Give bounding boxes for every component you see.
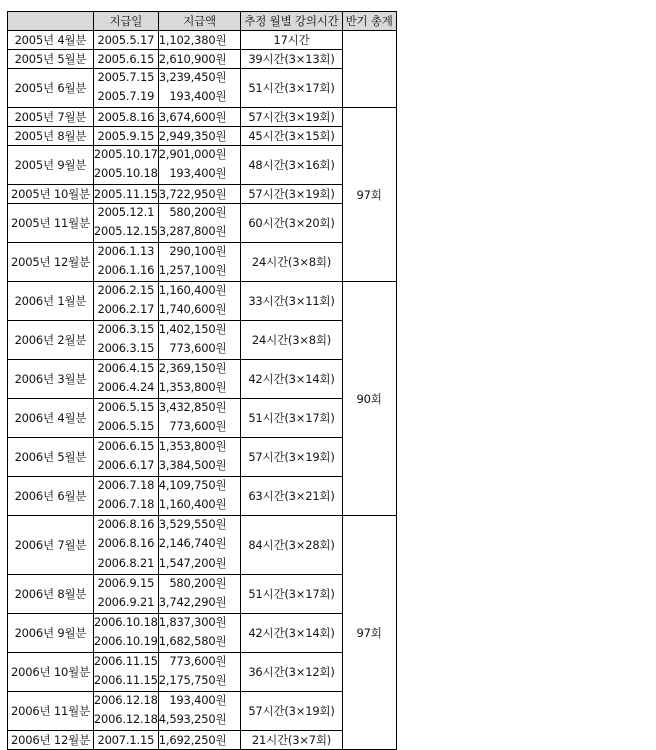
pay-date-cell xyxy=(93,399,158,438)
pay-amount: 773,600원 xyxy=(169,341,227,355)
pay-amount-cell xyxy=(158,477,241,516)
pay-amount: 1,353,800원 xyxy=(158,380,227,394)
table-row xyxy=(8,438,397,477)
pay-date-cell xyxy=(93,653,158,692)
pay-amount: 773,600원 xyxy=(169,419,227,433)
table-header xyxy=(8,12,397,31)
half-year-total-cell: 97회 xyxy=(342,516,396,750)
pay-date: 2006.2.15 xyxy=(97,283,155,297)
pay-date: 2006.8.16 xyxy=(97,536,155,550)
pay-amount: 1,257,100원 xyxy=(158,263,227,277)
pay-date: 2005.9.15 xyxy=(97,129,155,143)
pay-amount: 580,200원 xyxy=(169,205,227,219)
pay-amount-cell xyxy=(158,321,241,360)
table-row xyxy=(8,50,397,69)
pay-amount-cell xyxy=(158,692,241,731)
lecture-hours-cell: 48시간(3×16회) xyxy=(241,146,342,185)
pay-amount: 1,402,150원 xyxy=(158,322,227,336)
pay-date-cell xyxy=(93,243,158,282)
lecture-hours-cell: 84시간(3×28회) xyxy=(241,516,342,575)
period-cell: 2006년 7월분 xyxy=(8,516,94,575)
pay-date: 2006.2.17 xyxy=(97,302,155,316)
pay-amount: 2,901,000원 xyxy=(158,147,227,161)
pay-amount-cell xyxy=(158,69,241,108)
pay-amount: 193,400원 xyxy=(169,89,227,103)
period-cell: 2005년 4월분 xyxy=(8,31,94,50)
pay-date-cell xyxy=(93,146,158,185)
pay-date: 2006.7.18 xyxy=(97,478,155,492)
pay-date: 2005.10.17 xyxy=(93,147,158,161)
table-row xyxy=(8,399,397,438)
pay-amount: 1,160,400원 xyxy=(158,283,227,297)
pay-amount-cell xyxy=(158,399,241,438)
pay-amount: 1,740,600원 xyxy=(158,302,227,316)
period-cell: 2006년 3월분 xyxy=(8,360,94,399)
pay-amount: 3,742,290원 xyxy=(158,595,227,609)
pay-amount: 193,400원 xyxy=(169,166,227,180)
pay-amount: 2,369,150원 xyxy=(158,361,227,375)
period-cell: 2005년 7월분 xyxy=(8,108,94,127)
pay-date-cell xyxy=(93,731,158,750)
pay-amount: 4,593,250원 xyxy=(158,712,227,726)
pay-amount-cell xyxy=(158,127,241,146)
pay-amount: 773,600원 xyxy=(169,654,227,668)
pay-date: 2006.1.16 xyxy=(97,263,155,277)
period-cell: 2006년 10월분 xyxy=(8,653,94,692)
period-cell: 2005년 12월분 xyxy=(8,243,94,282)
pay-date: 2006.8.21 xyxy=(97,556,155,570)
pay-amount-cell xyxy=(158,360,241,399)
header-pay-amount: 지급액 xyxy=(158,12,241,31)
lecture-hours-cell: 51시간(3×17회) xyxy=(241,69,342,108)
period-cell: 2006년 1월분 xyxy=(8,282,94,321)
pay-amount-cell xyxy=(158,146,241,185)
pay-date: 2006.1.13 xyxy=(97,244,155,258)
pay-amount: 1,353,800원 xyxy=(158,439,227,453)
pay-date: 2007.1.15 xyxy=(97,733,155,747)
period-cell: 2005년 8월분 xyxy=(8,127,94,146)
table-row xyxy=(8,204,397,243)
table-row xyxy=(8,477,397,516)
pay-amount-cell xyxy=(158,575,241,614)
pay-amount: 1,692,250원 xyxy=(158,733,227,747)
pay-amount: 3,432,850원 xyxy=(158,400,227,414)
pay-date: 2006.3.15 xyxy=(97,322,155,336)
pay-amount-cell xyxy=(158,243,241,282)
header-half-year-total: 반기 총계 xyxy=(342,12,396,31)
half-year-total-cell: 97회 xyxy=(342,108,396,282)
half-year-total-cell xyxy=(342,31,396,108)
pay-date: 2006.11.15 xyxy=(93,673,158,687)
pay-date: 2006.6.17 xyxy=(97,458,155,472)
header-row xyxy=(8,12,397,31)
lecture-hours-cell: 33시간(3×11회) xyxy=(241,282,342,321)
pay-date-cell xyxy=(93,204,158,243)
period-cell: 2006년 4월분 xyxy=(8,399,94,438)
lecture-hours-cell: 57시간(3×19회) xyxy=(241,692,342,731)
lecture-hours-cell: 57시간(3×19회) xyxy=(241,185,342,204)
pay-amount-cell xyxy=(158,438,241,477)
pay-date-cell xyxy=(93,321,158,360)
payment-table xyxy=(7,11,397,750)
pay-amount-cell xyxy=(158,31,241,50)
pay-date-cell xyxy=(93,185,158,204)
pay-amount: 1,102,380원 xyxy=(158,33,227,47)
header-lecture-hours: 추정 월별 강의시간 xyxy=(241,12,342,31)
pay-date: 2005.10.18 xyxy=(93,166,158,180)
pay-date: 2006.10.19 xyxy=(93,634,158,648)
pay-amount: 580,200원 xyxy=(169,576,227,590)
pay-date: 2006.4.15 xyxy=(97,361,155,375)
pay-amount: 1,837,300원 xyxy=(158,615,227,629)
period-cell: 2006년 6월분 xyxy=(8,477,94,516)
pay-amount: 2,146,740원 xyxy=(158,536,227,550)
lecture-hours-cell: 57시간(3×19회) xyxy=(241,108,342,127)
pay-amount-cell xyxy=(158,516,241,575)
pay-date: 2005.7.19 xyxy=(97,89,155,103)
lecture-hours-cell: 45시간(3×15회) xyxy=(241,127,342,146)
pay-date: 2006.9.21 xyxy=(97,595,155,609)
pay-amount: 3,384,500원 xyxy=(158,458,227,472)
table-row xyxy=(8,69,397,108)
table-row xyxy=(8,185,397,204)
pay-amount: 3,529,550원 xyxy=(158,517,227,531)
pay-date: 2005.7.15 xyxy=(97,70,155,84)
pay-amount-cell xyxy=(158,204,241,243)
pay-date-cell xyxy=(93,614,158,653)
period-cell: 2005년 5월분 xyxy=(8,50,94,69)
pay-amount-cell xyxy=(158,185,241,204)
pay-amount-cell xyxy=(158,614,241,653)
lecture-hours-cell: 39시간(3×13회) xyxy=(241,50,342,69)
pay-amount: 3,674,600원 xyxy=(158,110,227,124)
lecture-hours-cell: 36시간(3×12회) xyxy=(241,653,342,692)
pay-date: 2006.11.15 xyxy=(93,654,158,668)
lecture-hours-cell: 24시간(3×8회) xyxy=(241,321,342,360)
pay-date-cell xyxy=(93,69,158,108)
lecture-hours-cell: 42시간(3×14회) xyxy=(241,360,342,399)
pay-amount: 3,239,450원 xyxy=(158,70,227,84)
pay-amount: 2,949,350원 xyxy=(158,129,227,143)
table-row xyxy=(8,146,397,185)
pay-date-cell xyxy=(93,127,158,146)
table-row xyxy=(8,321,397,360)
pay-date-cell xyxy=(93,477,158,516)
lecture-hours-cell: 17시간 xyxy=(241,31,342,50)
pay-amount-cell xyxy=(158,108,241,127)
pay-date: 2006.8.16 xyxy=(97,517,155,531)
table-row xyxy=(8,614,397,653)
header-pay-date: 지급일 xyxy=(93,12,158,31)
table-row xyxy=(8,575,397,614)
pay-amount: 3,287,800원 xyxy=(158,224,227,238)
pay-date: 2005.8.16 xyxy=(97,110,155,124)
pay-date-cell xyxy=(93,31,158,50)
period-cell: 2005년 10월분 xyxy=(8,185,94,204)
pay-date-cell xyxy=(93,438,158,477)
pay-date: 2006.3.15 xyxy=(97,341,155,355)
table-row xyxy=(8,516,397,575)
period-cell: 2006년 2월분 xyxy=(8,321,94,360)
table-body xyxy=(8,31,397,750)
pay-amount: 193,400원 xyxy=(169,693,227,707)
period-cell: 2006년 9월분 xyxy=(8,614,94,653)
table-row xyxy=(8,282,397,321)
lecture-hours-cell: 42시간(3×14회) xyxy=(241,614,342,653)
period-cell: 2006년 12월분 xyxy=(8,731,94,750)
pay-amount-cell xyxy=(158,50,241,69)
pay-date-cell xyxy=(93,360,158,399)
pay-date: 2006.12.18 xyxy=(93,693,158,707)
pay-amount: 4,109,750원 xyxy=(158,478,227,492)
lecture-hours-cell: 24시간(3×8회) xyxy=(241,243,342,282)
pay-amount-cell xyxy=(158,653,241,692)
half-year-total-cell: 90회 xyxy=(342,282,396,516)
table-row xyxy=(8,653,397,692)
pay-date-cell xyxy=(93,575,158,614)
period-cell: 2005년 11월분 xyxy=(8,204,94,243)
period-cell: 2006년 11월분 xyxy=(8,692,94,731)
pay-date-cell xyxy=(93,108,158,127)
pay-date-cell xyxy=(93,50,158,69)
pay-date: 2006.6.15 xyxy=(97,439,155,453)
table-row xyxy=(8,108,397,127)
pay-amount: 1,160,400원 xyxy=(158,497,227,511)
lecture-hours-cell: 57시간(3×19회) xyxy=(241,438,342,477)
lecture-hours-cell: 63시간(3×21회) xyxy=(241,477,342,516)
pay-date: 2005.11.15 xyxy=(93,187,158,201)
lecture-hours-cell: 51시간(3×17회) xyxy=(241,575,342,614)
pay-date-cell xyxy=(93,282,158,321)
lecture-hours-cell: 51시간(3×17회) xyxy=(241,399,342,438)
pay-date: 2006.5.15 xyxy=(97,400,155,414)
table-row xyxy=(8,31,397,50)
pay-date-cell xyxy=(93,692,158,731)
pay-date: 2006.9.15 xyxy=(97,576,155,590)
pay-amount: 1,547,200원 xyxy=(158,556,227,570)
pay-date: 2005.6.15 xyxy=(97,52,155,66)
pay-date: 2005.12.15 xyxy=(93,224,158,238)
lecture-hours-cell: 21시간(3×7회) xyxy=(241,731,342,750)
pay-date: 2006.12.18 xyxy=(93,712,158,726)
pay-amount-cell xyxy=(158,731,241,750)
pay-date: 2005.12.1 xyxy=(97,205,155,219)
pay-amount: 3,722,950원 xyxy=(158,187,227,201)
table-row xyxy=(8,731,397,750)
period-cell: 2006년 5월분 xyxy=(8,438,94,477)
period-cell: 2006년 8월분 xyxy=(8,575,94,614)
pay-date: 2005.5.17 xyxy=(97,33,155,47)
table-row xyxy=(8,243,397,282)
pay-date: 2006.4.24 xyxy=(97,380,155,394)
pay-amount-cell xyxy=(158,282,241,321)
pay-date: 2006.5.15 xyxy=(97,419,155,433)
lecture-hours-cell: 60시간(3×20회) xyxy=(241,204,342,243)
header-period xyxy=(8,12,94,31)
table-row xyxy=(8,360,397,399)
pay-date: 2006.7.18 xyxy=(97,497,155,511)
table-row xyxy=(8,127,397,146)
pay-amount: 1,682,580원 xyxy=(158,634,227,648)
table-row xyxy=(8,692,397,731)
period-cell: 2005년 6월분 xyxy=(8,69,94,108)
pay-amount: 2,610,900원 xyxy=(158,52,227,66)
pay-amount: 290,100원 xyxy=(169,244,227,258)
pay-date-cell xyxy=(93,516,158,575)
pay-date: 2006.10.18 xyxy=(93,615,158,629)
pay-amount: 2,175,750원 xyxy=(158,673,227,687)
period-cell: 2005년 9월분 xyxy=(8,146,94,185)
